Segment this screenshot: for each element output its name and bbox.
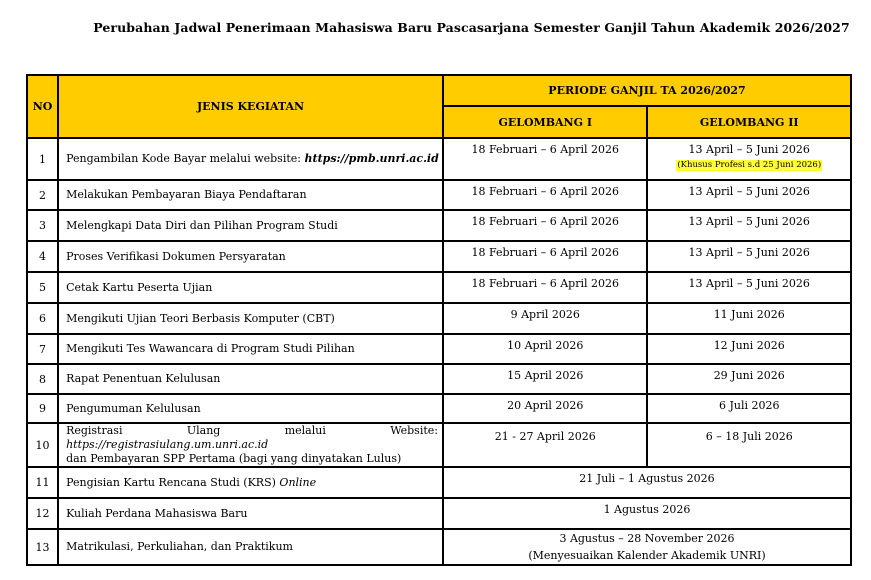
header-no: NO: [27, 75, 58, 138]
activity-cell: [58, 467, 443, 498]
activity-text: Pengumuman Kelulusan: [58, 394, 443, 423]
activity-text: Pengisian Kartu Rencana Studi (KRS): [66, 475, 280, 489]
header-activity: JENIS KEGIATAN: [58, 75, 443, 138]
table-row: [27, 272, 851, 303]
table-row: [27, 180, 851, 210]
row-number: 7: [27, 334, 58, 364]
header-period: PERIODE GANJIL TA 2026/2027: [443, 75, 851, 106]
combined-date: 3 Agustus – 28 November 2026: [559, 532, 735, 545]
row-number: 12: [27, 498, 58, 529]
profession-note: (Khusus Profesi s.d 25 Juni 2026): [677, 160, 822, 170]
wave-2-date: 12 Juni 2026: [647, 334, 851, 364]
row-number: 1: [27, 138, 58, 180]
activity-text: Pengambilan Kode Bayar melalui website:: [66, 152, 305, 165]
wave-2-date: 6 – 18 Juli 2026: [647, 423, 851, 467]
row-number: 3: [27, 210, 58, 241]
activity-text-line-2: dan Pembayaran SPP Pertama (bagi yang dinyatakan Lulus): [66, 452, 402, 465]
combined-date-cell: [443, 529, 851, 565]
wave-1-date: 18 Februari – 6 April 2026: [443, 210, 647, 241]
wave-2-date: 29 Juni 2026: [647, 364, 851, 394]
wave-1-date: 18 Februari – 6 April 2026: [443, 180, 647, 210]
row-number: 13: [27, 529, 58, 565]
activity-text: Mengikuti Ujian Teori Berbasis Komputer (CBT): [58, 303, 443, 334]
header-wave-2: GELOMBANG II: [647, 106, 851, 138]
table-row: [27, 303, 851, 334]
table-row: [27, 138, 851, 180]
activity-text: Rapat Penentuan Kelulusan: [58, 364, 443, 394]
activity-text-italic: Online: [279, 475, 317, 489]
registration-website-link[interactable]: https://registrasiulang.um.unri.ac.id: [66, 438, 269, 451]
wave-2-date: 13 April – 5 Juni 2026: [647, 272, 851, 303]
document-title: Perubahan Jadwal Penerimaan Mahasiswa Baru Pascasarjana Semester Ganjil Tahun Akademik 2026/2027: [93, 20, 850, 35]
table-row: [27, 334, 851, 364]
row-number: 4: [27, 241, 58, 272]
row-number: 2: [27, 180, 58, 210]
wave-2-date-cell: [647, 138, 851, 180]
row-number: 6: [27, 303, 58, 334]
table-row: [27, 364, 851, 394]
row-number: 10: [27, 423, 58, 467]
wave-2-date: 13 April – 5 Juni 2026: [647, 241, 851, 272]
wave-1-date: 20 April 2026: [443, 394, 647, 423]
activity-cell: [58, 423, 443, 467]
activity-text: Proses Verifikasi Dokumen Persyaratan: [58, 241, 443, 272]
pmb-website-link[interactable]: https://pmb.unri.ac.id: [304, 152, 439, 165]
table-row: [27, 529, 851, 565]
wave-2-date: 6 Juli 2026: [647, 394, 851, 423]
wave-1-date: 18 Februari – 6 April 2026: [443, 272, 647, 303]
activity-text: Melengkapi Data Diri dan Pilihan Program Studi: [58, 210, 443, 241]
combined-date: 1 Agustus 2026: [443, 498, 851, 529]
header-wave-1: GELOMBANG I: [443, 106, 647, 138]
wave-1-date: 15 April 2026: [443, 364, 647, 394]
activity-text: Mengikuti Tes Wawancara di Program Studi Pilihan: [58, 334, 443, 364]
table-row: [27, 394, 851, 423]
schedule-table: [26, 74, 852, 566]
activity-text: Registrasi Ulang melalui Website:: [66, 424, 438, 437]
wave-2-date: 13 April – 5 Juni 2026: [647, 210, 851, 241]
activity-text: Matrikulasi, Perkuliahan, dan Praktikum: [58, 529, 443, 565]
activity-cell: [58, 138, 443, 180]
table-row: [27, 467, 851, 498]
wave-1-date: 9 April 2026: [443, 303, 647, 334]
activity-text: Kuliah Perdana Mahasiswa Baru: [58, 498, 443, 529]
table-row: [27, 241, 851, 272]
row-number: 11: [27, 467, 58, 498]
wave-2-date: 11 Juni 2026: [647, 303, 851, 334]
wave-1-date: 10 April 2026: [443, 334, 647, 364]
table-row: [27, 210, 851, 241]
row-number: 8: [27, 364, 58, 394]
activity-text: Cetak Kartu Peserta Ujian: [58, 272, 443, 303]
wave-2-date: 13 April – 5 Juni 2026: [647, 180, 851, 210]
wave-1-date: 18 Februari – 6 April 2026: [443, 241, 647, 272]
academic-calendar-note: (Menyesuaikan Kalender Akademik UNRI): [528, 549, 766, 562]
row-number: 9: [27, 394, 58, 423]
activity-text: Melakukan Pembayaran Biaya Pendaftaran: [58, 180, 443, 210]
table-row: [27, 423, 851, 467]
table-row: [27, 498, 851, 529]
wave-1-date: 18 Februari – 6 April 2026: [443, 138, 647, 180]
wave-2-date: 13 April – 5 Juni 2026: [688, 143, 810, 156]
wave-1-date: 21 - 27 April 2026: [443, 423, 647, 467]
row-number: 5: [27, 272, 58, 303]
combined-date: 21 Juli – 1 Agustus 2026: [443, 467, 851, 498]
